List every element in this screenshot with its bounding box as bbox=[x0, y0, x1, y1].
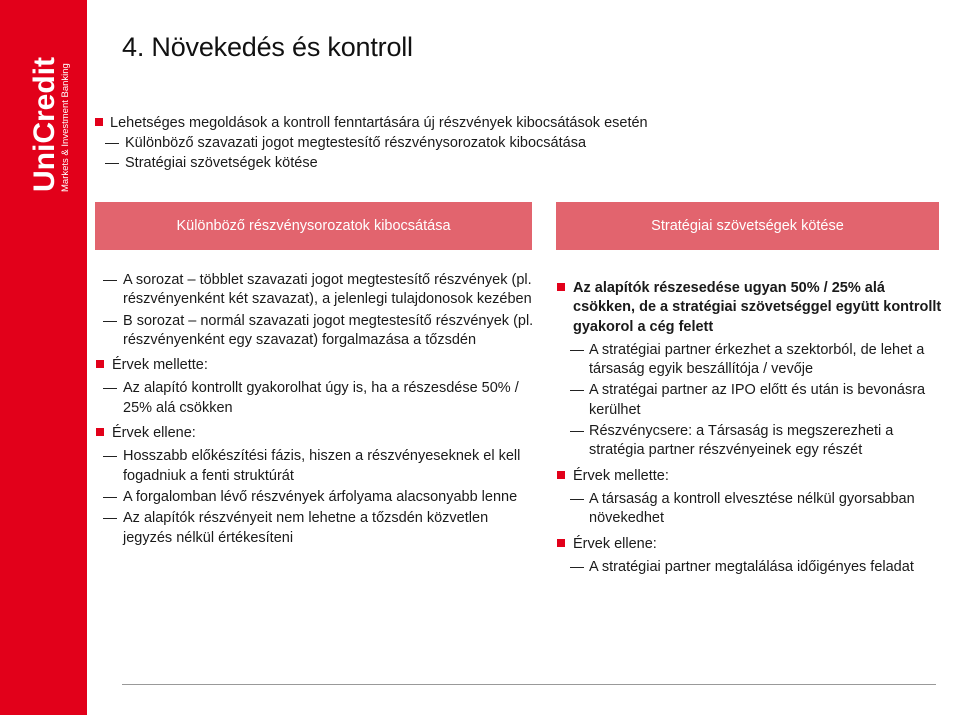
square-bullet-icon bbox=[95, 118, 103, 126]
dash-bullet-icon bbox=[570, 350, 584, 351]
pros-heading: Érvek mellette: bbox=[96, 356, 536, 375]
dash-bullet-icon bbox=[103, 388, 117, 389]
square-bullet-icon bbox=[96, 428, 104, 436]
dash-bullet-icon bbox=[103, 497, 117, 498]
dash-bullet-icon bbox=[105, 143, 119, 144]
list-item: A társaság a kontroll elvesztése nélkül gyorsabban növekedhet bbox=[557, 490, 949, 529]
intro-main-bullet bbox=[95, 113, 945, 133]
lead-bullet: Az alapítók részesedése ugyan 50% / 25% alá csökken, de a stratégiai szövetséggel együtt kontrollt gyakorol a cég felett bbox=[557, 279, 949, 337]
square-bullet-icon bbox=[557, 471, 565, 479]
series-a-text: A sorozat – többlet szavazati jogot megtestesítő részvények (pl. részvényenként két szavazat), a jelenlegi tulajdonosok kezében bbox=[123, 272, 532, 308]
brand-sidebar bbox=[0, 0, 87, 715]
list-item: Részvénycsere: a Társaság is megszerezheti a stratégia partner részvényeinek egy részét bbox=[557, 422, 949, 461]
dash-bullet-icon bbox=[103, 321, 117, 322]
list-item: Az alapítók részvényeit nem lehetne a tőzsdén közvetlen jegyzés nélkül értékesíteni bbox=[96, 509, 536, 548]
dash-bullet-icon bbox=[570, 431, 584, 432]
dash-bullet-icon bbox=[103, 280, 117, 281]
right-column bbox=[557, 273, 949, 579]
intro-main-text: Lehetséges megoldások a kontroll fenntartására új részvények kibocsátások esetén bbox=[110, 115, 648, 131]
left-column bbox=[96, 271, 536, 550]
square-bullet-icon bbox=[557, 283, 565, 291]
left-column-header: Különböző részvénysorozatok kibocsátása bbox=[95, 202, 532, 250]
list-item: A stratégiai partner megtalálása időigényes feladat bbox=[557, 558, 949, 577]
intro-section bbox=[95, 113, 945, 173]
square-bullet-icon bbox=[557, 539, 565, 547]
list-item: Hosszabb előkészítési fázis, hiszen a részvényeseknek el kell fogadniuk a fenti struktúrát bbox=[96, 447, 536, 486]
intro-sub-bullet bbox=[95, 133, 945, 153]
cons-heading: Érvek ellene: bbox=[557, 535, 949, 554]
dash-bullet-icon bbox=[105, 163, 119, 164]
dash-bullet-icon bbox=[570, 390, 584, 391]
intro-sub-text: Stratégiai szövetségek kötése bbox=[125, 155, 318, 171]
intro-sub-bullet bbox=[95, 153, 945, 173]
list-item: Az alapító kontrollt gyakorolhat úgy is, ha a részesdése 50% / 25% alá csökken bbox=[96, 379, 536, 418]
square-bullet-icon bbox=[96, 360, 104, 368]
list-item bbox=[96, 271, 536, 310]
svg-text:Markets & Investment Banking: Markets & Investment Banking bbox=[60, 63, 71, 192]
dash-bullet-icon bbox=[570, 567, 584, 568]
list-item: A forgalomban lévő részvények árfolyama alacsonyabb lenne bbox=[96, 488, 536, 507]
series-b-text: B sorozat – normál szavazati jogot megtestesítő részvények (pl. részvényenként egy szavazat) forgalmazása a tőzsdén bbox=[123, 312, 534, 348]
dash-bullet-icon bbox=[103, 518, 117, 519]
intro-sub-text: Különböző szavazati jogot megtestesítő részvénysorozatok kibocsátása bbox=[125, 135, 587, 151]
list-item bbox=[96, 312, 536, 351]
list-item: A stratégai partner az IPO előtt és után is bevonásra kerülhet bbox=[557, 381, 949, 420]
footer-divider bbox=[122, 684, 936, 685]
right-column-header: Stratégiai szövetségek kötése bbox=[556, 202, 939, 250]
unicredit-logo bbox=[24, 36, 72, 196]
pros-heading: Érvek mellette: bbox=[557, 467, 949, 486]
page-title: 4. Növekedés és kontroll bbox=[122, 32, 413, 62]
list-item: A stratégiai partner érkezhet a szektorból, de lehet a társaság egyik beszállítója / vevője bbox=[557, 341, 949, 380]
dash-bullet-icon bbox=[570, 499, 584, 500]
svg-text:UniCredit: UniCredit bbox=[28, 57, 61, 192]
dash-bullet-icon bbox=[103, 456, 117, 457]
cons-heading: Érvek ellene: bbox=[96, 424, 536, 443]
